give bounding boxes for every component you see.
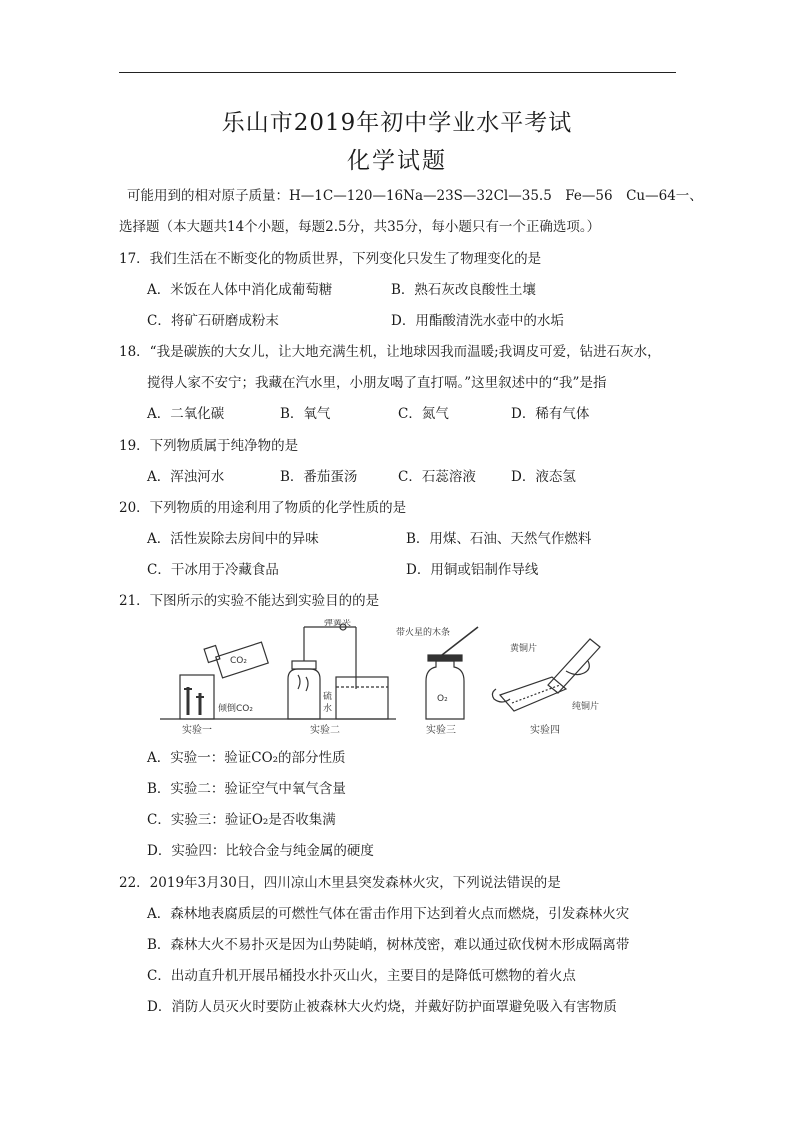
question-18-stem-line-1: 18．“我是碳族的大女儿，让大地充满生机，让地球因我而温暖;我调皮可爱，钻进石灰水， — [119, 344, 661, 360]
top-rule — [119, 72, 676, 73]
experiment-2-illustration — [280, 624, 396, 719]
question-22-option-b: B．森林大火不易扑灭是因为山势陡峭，树林茂密，难以通过砍伐树木形成隔离带 — [147, 937, 630, 953]
exp2-caption: 实验二 — [310, 725, 340, 736]
question-18-option-a: A．二氧化碳 — [147, 406, 225, 422]
question-21-stem: 21．下图所示的实验不能达到实验目的的是 — [119, 593, 380, 609]
exp1-caption: 实验一 — [182, 725, 212, 736]
exp2-clip-label: 弹簧夹 — [324, 619, 352, 628]
exp3-caption: 实验三 — [426, 725, 456, 736]
question-19-option-b: B．番茄蛋汤 — [280, 469, 358, 485]
question-17-option-d: D．用酯酸清洗水壶中的水垢 — [391, 313, 564, 329]
question-20-option-c: C．干冰用于冷藏食品 — [147, 562, 279, 578]
question-18-option-d: D．稀有气体 — [511, 406, 590, 422]
question-22-option-d: D．消防人员灭火时要防止被森林大火灼烧，并戴好防护面罩避免吸入有害物质 — [147, 999, 617, 1015]
intro-line-1: 可能用到的相对原子质量：H—1C—120—16Na—23S—32Cl—35.5 Fe—56 Cu—64一、 — [127, 188, 703, 204]
question-22-stem: 22．2019年3月30日，四川凉山木里县突发森林火灾，下列说法错误的是 — [119, 875, 561, 891]
exp1-pour-label: 倾倒CO₂ — [218, 704, 253, 714]
question-20-option-d: D．用铜或铝制作导线 — [406, 562, 539, 578]
page-subtitle: 化学试题 — [347, 148, 447, 174]
exp2-water-label: 水 — [323, 704, 333, 714]
intro-line-2: 选择题（本大题共14个小题，每题2.5分，共35分，每小题只有一个正确选项。） — [119, 219, 601, 235]
question-19-option-a: A．浑浊河水 — [147, 469, 225, 485]
experiment-4-illustration — [492, 639, 600, 711]
question-21-option-d: D．实验四：比较合金与纯金属的硬度 — [147, 843, 374, 859]
exp3-stick-label: 带火星的木条 — [396, 628, 451, 638]
exp3-gas-label: O₂ — [437, 694, 448, 704]
question-22-option-a: A．森林地表腐质层的可燃性气体在雷击作用下达到着火点而燃烧，引发森林火灾 — [147, 906, 630, 922]
question-17-option-c: C．将矿石研磨成粉末 — [147, 313, 279, 329]
question-17-option-a: A．米饭在人体中消化成葡萄糖 — [147, 282, 333, 298]
exp4-copper-label: 纯铜片 — [572, 702, 600, 712]
question-18-option-c: C．氮气 — [398, 406, 449, 422]
question-19-option-c: C．石蕊溶液 — [398, 469, 476, 485]
question-20-option-b: B．用煤、石油、天然气作燃料 — [406, 531, 592, 547]
question-17-option-b: B．熟石灰改良酸性土壤 — [391, 282, 536, 298]
question-20-stem: 20．下列物质的用途利用了物质的化学性质的是 — [119, 500, 407, 516]
question-21-option-a: A．实验一：验证CO₂的部分性质 — [147, 750, 346, 766]
experiment-3-illustration — [426, 627, 478, 719]
question-21-option-b: B．实验二：验证空气中氧气含量 — [147, 781, 346, 797]
page-title: 乐山市2019年初中学业水平考试 — [221, 110, 573, 136]
question-22-option-c: C．出动直升机开展吊桶投水扑灭山火，主要目的是降低可燃物的着火点 — [147, 968, 576, 984]
question-18-option-b: B．氧气 — [280, 406, 331, 422]
question-18-stem-line-2: 搅得人家不安宁；我藏在汽水里，小朋友喝了直打嗝。”这里叙述中的“我”是指 — [147, 375, 607, 391]
question-20-option-a: A．活性炭除去房间中的异味 — [147, 531, 319, 547]
exp1-co2-label: CO₂ — [230, 656, 247, 666]
experiment-figure — [160, 619, 610, 741]
exp2-sulfur-label: 硫 — [323, 692, 333, 702]
question-17-stem: 17．我们生活在不断变化的物质世界，下列变化只发生了物理变化的是 — [119, 251, 542, 267]
exp4-brass-label: 黄铜片 — [510, 644, 538, 654]
question-19-stem: 19．下列物质属于纯净物的是 — [119, 438, 299, 454]
question-21-option-c: C．实验三：验证O₂是否收集满 — [147, 812, 336, 828]
question-19-option-d: D．液态氢 — [511, 469, 576, 485]
exp4-caption: 实验四 — [530, 725, 560, 736]
